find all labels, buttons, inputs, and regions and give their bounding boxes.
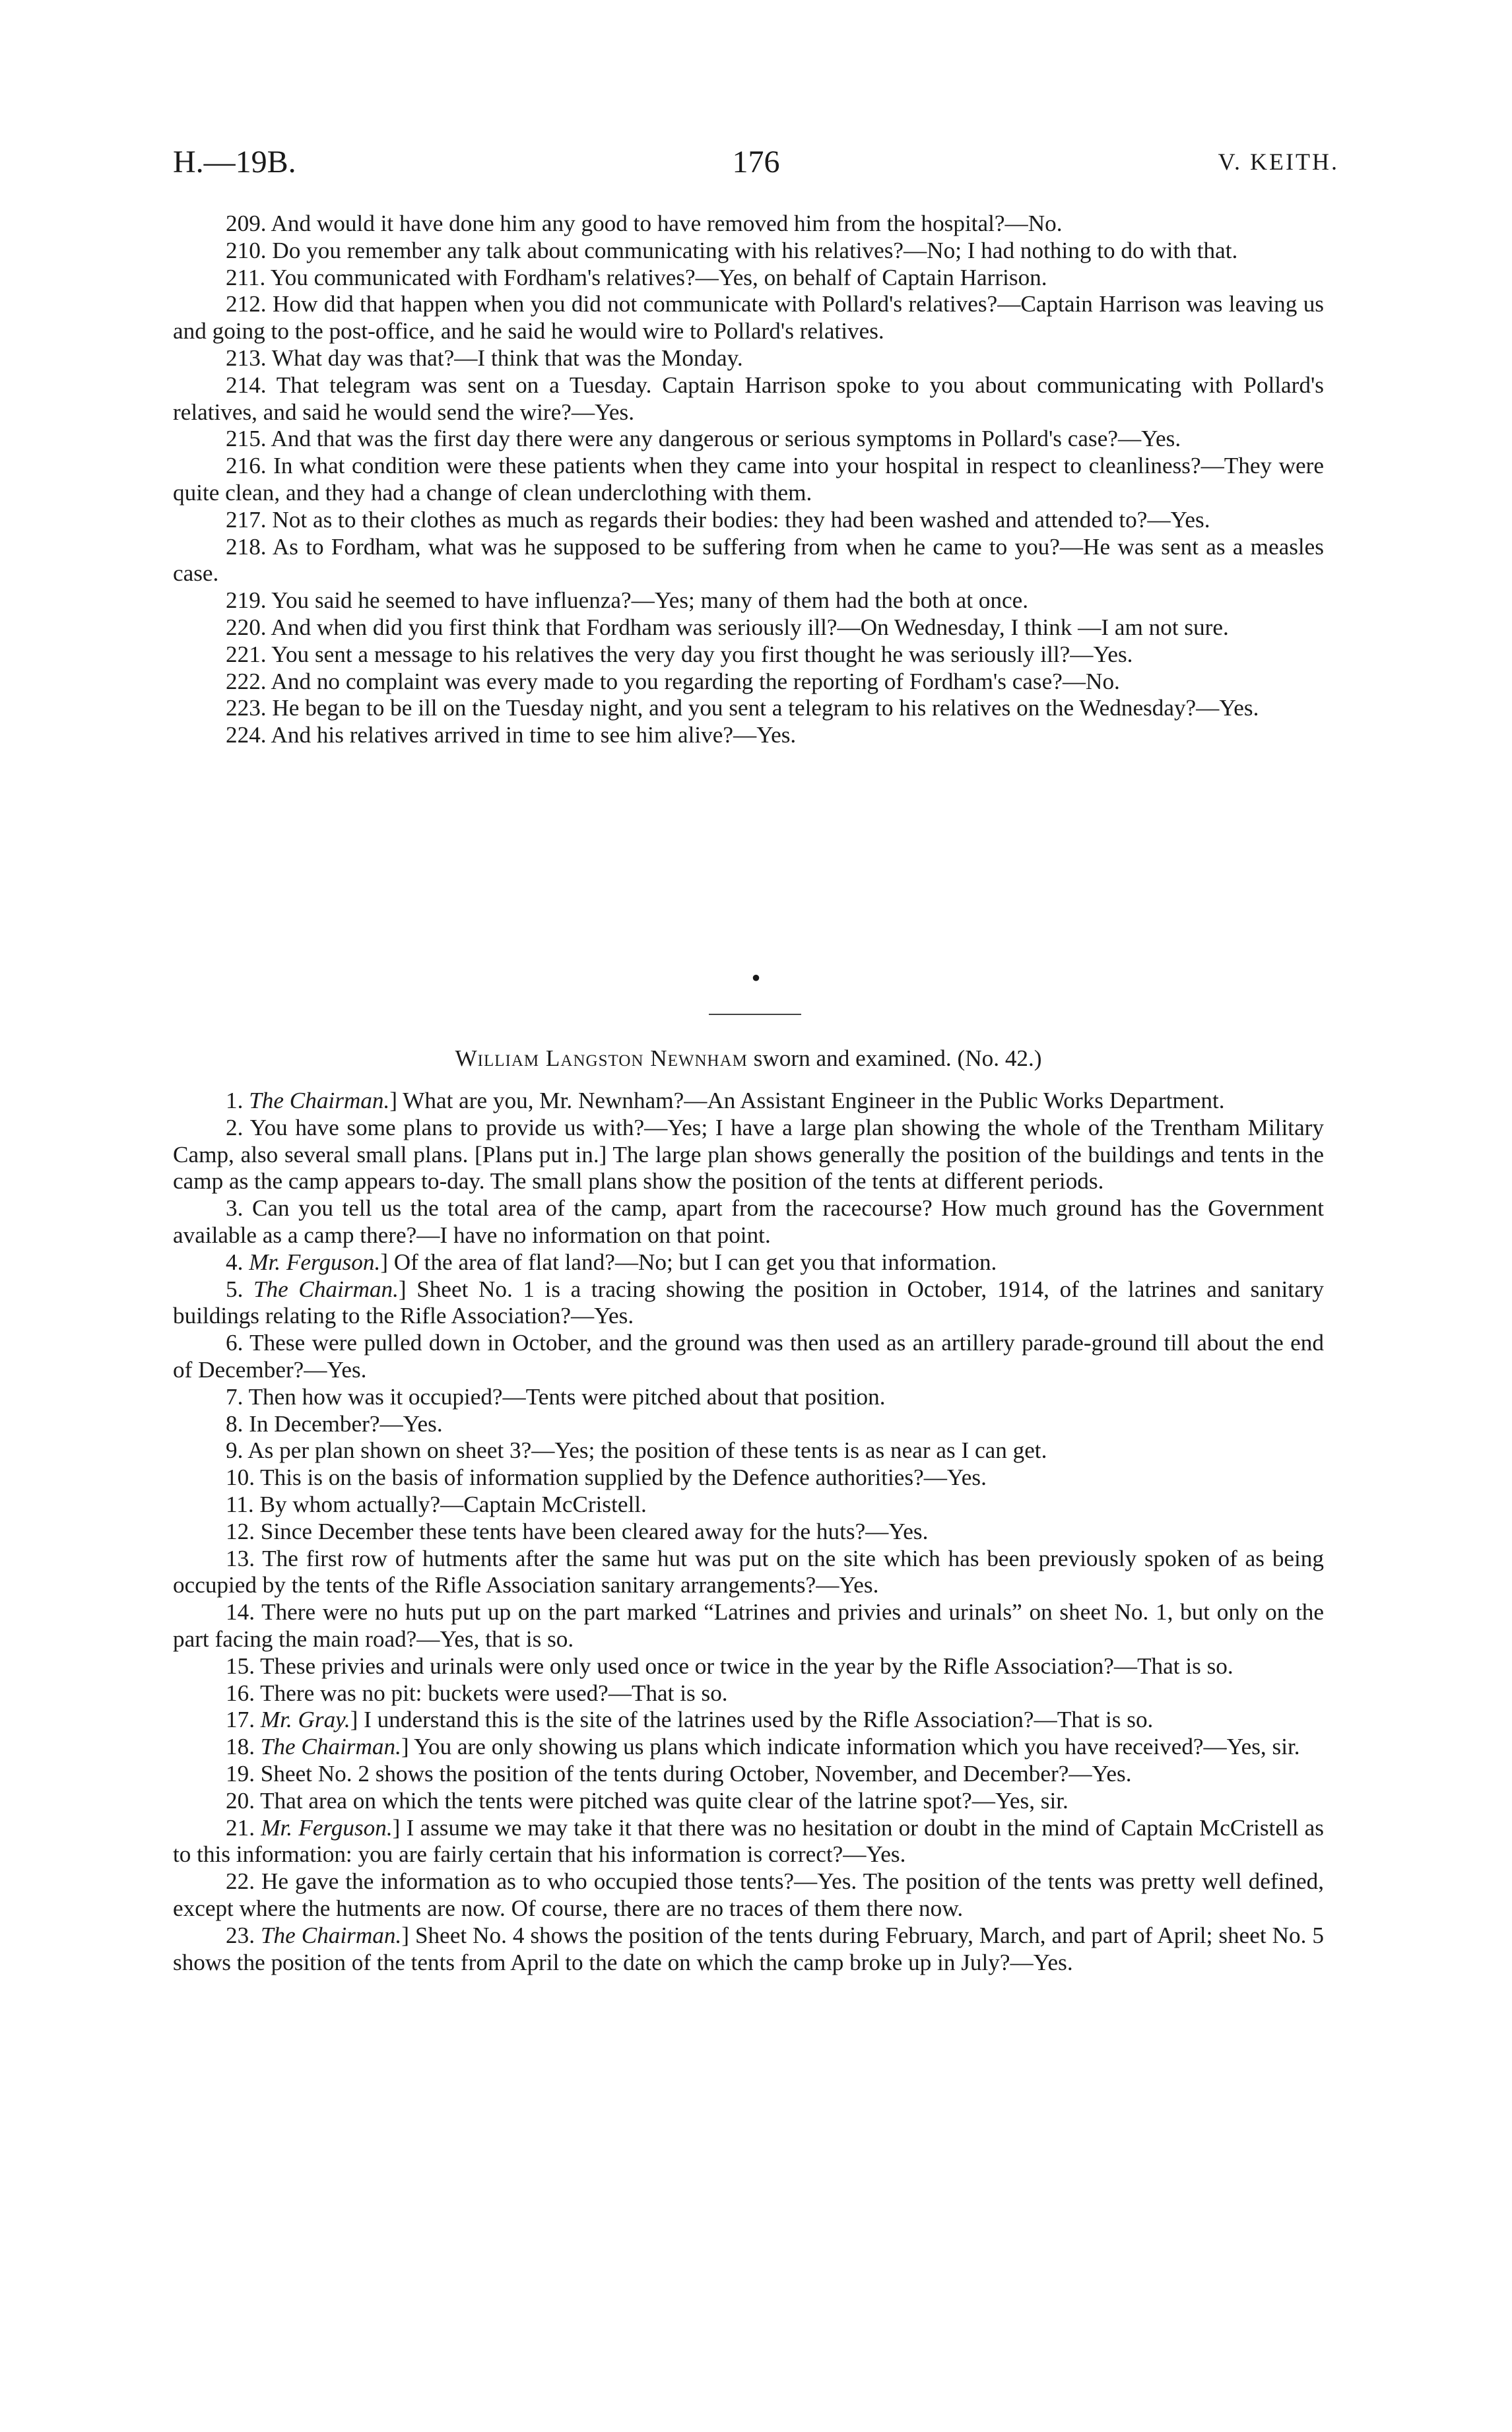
qa-paragraph: 219. You said he seemed to have influenza?—Yes; many of them had the both at once.: [226, 587, 1028, 614]
qa-paragraph: 220. And when did you first think that Fordham was seriously ill?—On Wednesday, I think —I am not sure.: [226, 614, 1229, 640]
qa-paragraph: 3. Can you tell us the total area of the camp, apart from the racecourse? How much ground has the Government available as a camp there?—I have no information on that point.: [173, 1195, 1325, 1248]
qa-paragraph: 16. There was no pit: buckets were used?—That is so.: [226, 1680, 728, 1706]
witness-name: William Langston Newnham: [455, 1045, 748, 1071]
speaker: The Chairman.: [260, 1734, 401, 1760]
qa-paragraph: 18. The Chairman.] You are only showing us plans which indicate information which you have received?—Yes, sir.: [226, 1734, 1300, 1760]
qa-paragraph: 20. That area on which the tents were pitched was quite clear of the latrine spot?—Yes, sir.: [226, 1787, 1068, 1814]
qa-paragraph: 7. Then how was it occupied?—Tents were pitched about that position.: [226, 1383, 886, 1410]
qa-paragraph: 217. Not as to their clothes as much as regards their bodies: they had been washed and attended to?—Yes.: [226, 506, 1210, 533]
section-separator-dot: •: [751, 963, 761, 993]
witness-status: sworn and examined.: [753, 1045, 952, 1071]
qa-paragraph: 8. In December?—Yes.: [226, 1410, 443, 1437]
qa-paragraph: 222. And no complaint was every made to you regarding the reporting of Fordham's case?—No.: [226, 668, 1120, 694]
testimony-part-1: [173, 211, 1324, 749]
qa-paragraph: 221. You sent a message to his relatives the very day you first thought he was seriously ill?—Yes.: [226, 641, 1133, 667]
qa-paragraph: 12. Since December these tents have been cleared away for the huts?—Yes.: [226, 1518, 929, 1544]
qa-paragraph: 22. He gave the information as to who occupied those tents?—Yes. The position of the tents was pretty well defined, except where the hutments are now. Of course, there are no traces of them there now.: [173, 1868, 1324, 1921]
witness-heading: [173, 1045, 1324, 1072]
qa-paragraph: 212. How did that happen when you did not communicate with Pollard's relatives?—Captain Harrison was leaving us and going to the post-office, and he said he would wire to Pollard's relatives.: [173, 291, 1324, 345]
qa-paragraph: 10. This is on the basis of information supplied by the Defence authorities?—Yes.: [226, 1464, 987, 1491]
witness-number: (No. 42.): [957, 1045, 1042, 1071]
qa-paragraph: 6. These were pulled down in October, and the ground was then used as an artillery parade-ground till about the end of December?—Yes.: [173, 1330, 1324, 1383]
qa-paragraph: 17. Mr. Gray.] I understand this is the site of the latrines used by the Rifle Association?—That is so.: [226, 1707, 1154, 1733]
speaker: Mr. Ferguson.: [249, 1249, 381, 1275]
qa-paragraph: 23. The Chairman.] Sheet No. 4 shows the position of the tents during February, March, and part of April; sheet No. 5 shows the position of the tents from April to the date on which the camp broke up in July?—Yes.: [173, 1922, 1325, 1975]
qa-paragraph: 214. That telegram was sent on a Tuesday. Captain Harrison spoke to you about communicating with Pollard's relatives, and said he would send the wire?—Yes.: [173, 372, 1324, 425]
qa-paragraph: 15. These privies and urinals were only used once or twice in the year by the Rifle Association?—That is so.: [226, 1653, 1233, 1679]
speaker: The Chairman.: [249, 1088, 390, 1113]
speaker: The Chairman.: [260, 1922, 402, 1948]
qa-paragraph: 224. And his relatives arrived in time to see him alive?—Yes.: [226, 722, 797, 748]
qa-paragraph: 1. The Chairman.] What are you, Mr. Newnham?—An Assistant Engineer in the Public Works Department.: [226, 1088, 1225, 1113]
qa-paragraph: 213. What day was that?—I think that was the Monday.: [226, 345, 743, 371]
witness-running-head: V. KEITH.: [1218, 148, 1339, 175]
qa-paragraph: 5. The Chairman.] Sheet No. 1 is a tracing showing the position in October, 1914, of the latrines and sanitary buildings relating to the Rifle Association?—Yes.: [173, 1276, 1325, 1329]
qa-paragraph: 210. Do you remember any talk about communicating with his relatives?—No; I had nothing to do with that.: [226, 237, 1238, 263]
speaker: The Chairman.: [253, 1276, 399, 1302]
speaker: Mr. Gray.: [260, 1707, 350, 1733]
qa-paragraph: 209. And would it have done him any good to have removed him from the hospital?—No.: [226, 211, 1063, 236]
section-separator-rule: [709, 1014, 801, 1015]
qa-paragraph: 14. There were no huts put up on the part marked “Latrines and privies and urinals” on sheet No. 1, but only on the part facing the main road?—Yes, that is so.: [173, 1599, 1325, 1652]
qa-paragraph: 4. Mr. Ferguson.] Of the area of flat land?—No; but I can get you that information.: [226, 1249, 997, 1275]
speaker: Mr. Ferguson.: [261, 1814, 393, 1841]
qa-paragraph: 2. You have some plans to provide us with?—Yes; I have a large plan showing the whole of the Trentham Military Camp, also several small plans. [Plans put in.] The large plan shows generally the position of the buildings and tents in the camp as the camp appears to-day. The small plans show the position of the tents at different periods.: [173, 1114, 1324, 1195]
qa-paragraph: 216. In what condition were these patients when they came into your hospital in respect to cleanliness?—They were quite clean, and they had a change of clean underclothing with them.: [173, 453, 1324, 506]
qa-paragraph: 19. Sheet No. 2 shows the position of the tents during October, November, and December?—Yes.: [226, 1760, 1132, 1787]
page-header: [173, 144, 1339, 183]
qa-paragraph: 218. As to Fordham, what was he supposed to be suffering from when he came to you?—He was sent as a measles case.: [173, 533, 1324, 587]
qa-paragraph: 21. Mr. Ferguson.] I assume we may take it that there was no hesitation or doubt in the mind of Captain McCristell as to this information: you are fairly certain that his information is correct?—Yes.: [173, 1814, 1324, 1868]
qa-paragraph: 9. As per plan shown on sheet 3?—Yes; the position of these tents is as near as I can get.: [226, 1437, 1047, 1464]
qa-paragraph: 13. The first row of hutments after the same hut was put on the site which has been previously spoken of as being occupied by the tents of the Rifle Association sanitary arrangements?—Yes.: [173, 1545, 1324, 1598]
testimony-part-2: [173, 1088, 1324, 1976]
document-reference: H.—19B.: [173, 145, 296, 180]
page-number: 176: [732, 145, 780, 180]
qa-paragraph: 211. You communicated with Fordham's relatives?—Yes, on behalf of Captain Harrison.: [226, 264, 1047, 290]
qa-paragraph: 215. And that was the first day there were any dangerous or serious symptoms in Pollard's case?—Yes.: [226, 426, 1181, 452]
qa-paragraph: 11. By whom actually?—Captain McCristell.: [226, 1491, 647, 1517]
qa-paragraph: 223. He began to be ill on the Tuesday night, and you sent a telegram to his relatives on the Wednesday?—Yes.: [226, 695, 1259, 721]
